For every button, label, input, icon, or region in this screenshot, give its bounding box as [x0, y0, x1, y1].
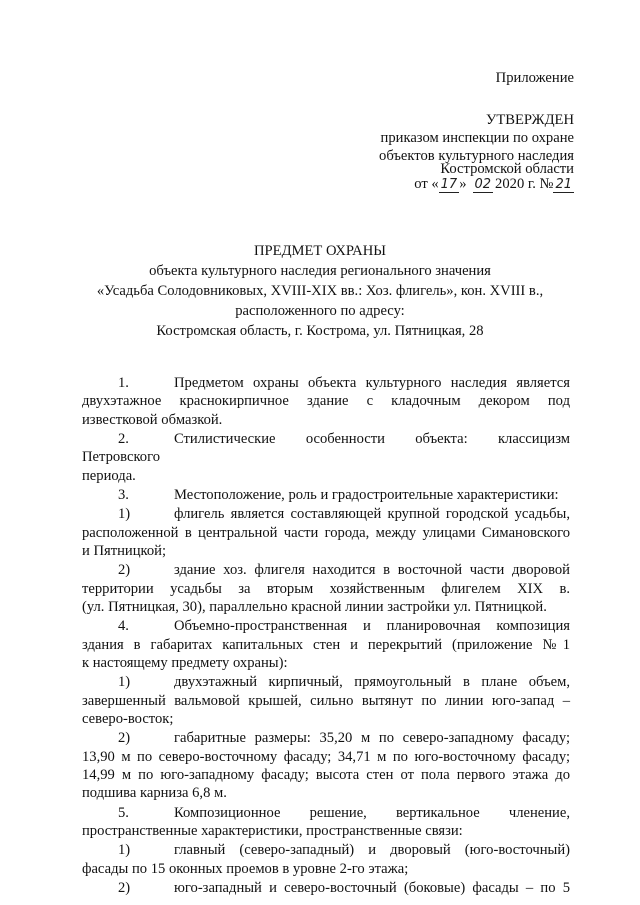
approved-label: УТВЕРЖДЕН [486, 112, 574, 128]
order-date-line [414, 176, 574, 193]
paragraph-3-1: 1) флигель является составляющей крупной городской усадьбы, расположенной в центральной части города, между улицами Симановского и Пятницкой; [82, 506, 570, 559]
paragraph-4-2: 2) габаритные размеры: 35,20 м по северо-западному фасаду; 13,90 м по северо-восточному фасаду; 34,71 м по юго-восточному фасаду; 14,99 м по юго-западному фасаду; высота стен от пола первого этажа до подшива карниза 6,8 м. [82, 730, 570, 802]
date-year: 2020 г. № [495, 176, 554, 192]
item-number: 1) [118, 506, 131, 523]
item-number: 5. [118, 804, 129, 821]
order-line-2: объектов культурного наследия [379, 148, 574, 164]
order-line-3: Костромской области [440, 161, 574, 177]
paragraph-5-1: 1) главный (северо-западный) и дворовый (юго-восточный) фасады по 15 оконных проемов в уровне 2-го этажа; [82, 842, 570, 877]
item-number: 2) [118, 730, 131, 747]
paragraph-4-1: 1) двухэтажный кирпичный, прямоугольный в плане объем, завершенный вальмовой крышей, сильно вытянут по линии юго-запад – северо-восток; [82, 674, 570, 727]
order-line-1: приказом инспекции по охране [380, 130, 574, 146]
appendix-label: Приложение [495, 70, 574, 86]
item-number: 3. [118, 486, 129, 503]
handwritten-month: 02 [474, 177, 492, 192]
paragraph-5-2: 2) юго-западный и северо-восточный (боковые) фасады – по 5 [118, 879, 570, 896]
item-number: 1) [118, 842, 131, 859]
item-number: 2) [118, 562, 131, 579]
title-address: Костромская область, г. Кострома, ул. Пятницкая, 28 [156, 323, 484, 339]
paragraph-1: 1. Предметом охраны объекта культурного наследия является двухэтажное краснокирпичное здание с кладочным декором под известковой обмазкой. [82, 375, 570, 428]
date-prefix: от « [414, 176, 439, 192]
date-mid: » [459, 176, 467, 192]
paragraph-3: 3. Местоположение, роль и градостроительные характеристики: [118, 486, 559, 503]
title-subline-2: «Усадьба Солодовниковых, XVIII-XIX вв.: Хоз. флигель», кон. XVIII в., [96, 283, 544, 299]
paragraph-2: 2. Стилистические особенности объекта: классицизм Петровского периода. [82, 430, 570, 484]
document-title: ПРЕДМЕТ ОХРАНЫ [254, 243, 386, 259]
title-subline-1: объекта культурного наследия регионального значения [149, 263, 491, 279]
item-number: 4. [118, 618, 129, 635]
paragraph-4: 4. Объемно-пространственная и планировочная композиция здания в габаритах капитальных стен и перекрытий (приложение №1 к настоящему предмету охраны): [82, 618, 570, 671]
item-number: 2) [118, 879, 131, 896]
title-subline-3: расположенного по адресу: [235, 303, 405, 319]
item-number: 2. [118, 430, 129, 447]
paragraph-3-2: 2) здание хоз. флигеля находится в восточной части дворовой территории усадьбы за вторым хозяйственным флигелем XIX в. (ул. Пятницкая, 30), параллельно красной линии застройки ул. Пятницкой. [82, 562, 570, 615]
handwritten-number: 21 [555, 177, 572, 192]
document-body [82, 374, 570, 898]
item-number: 1. [118, 375, 129, 391]
handwritten-day: 17 [440, 177, 458, 192]
item-number: 1) [118, 674, 131, 691]
paragraph-5: 5. Композиционное решение, вертикальное членение, пространственные характеристики, пространственные связи: [82, 804, 570, 839]
